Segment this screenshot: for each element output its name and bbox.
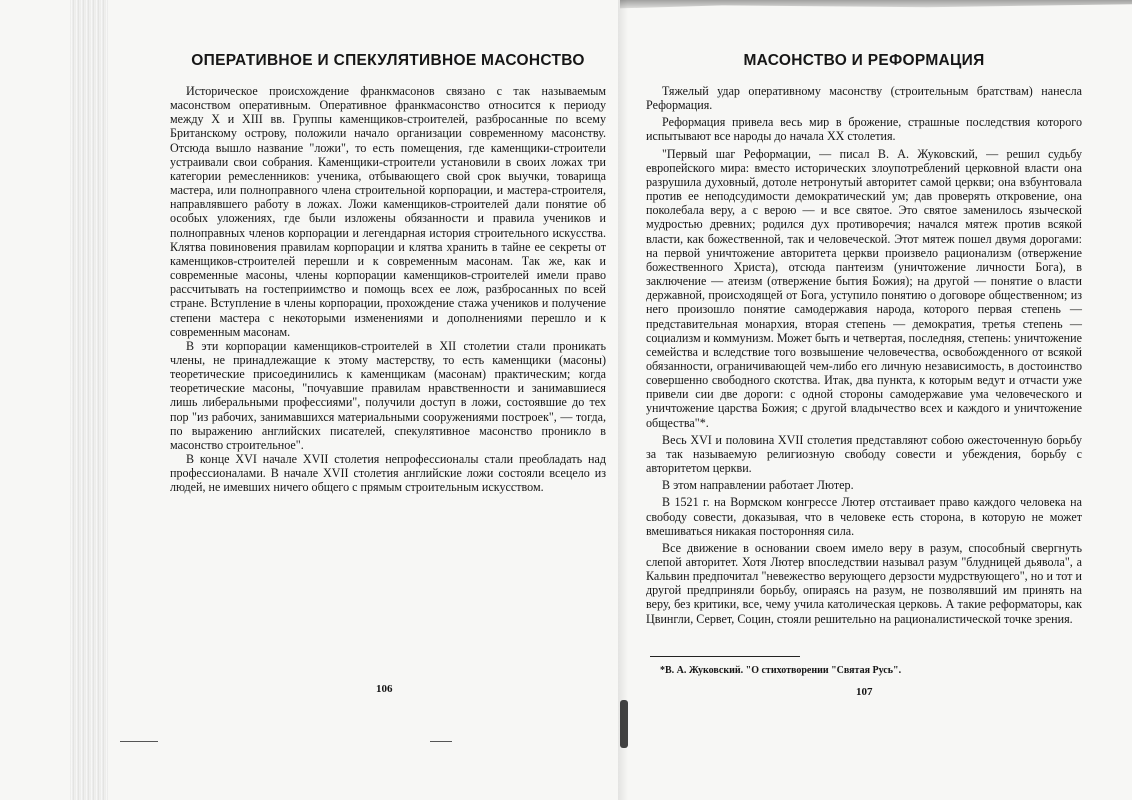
paragraph: В конце XVI начале XVII столетия непрофессионалы стали преобладать над профессионалами. В начале XVII столетия английские ложи состояли всецело из людей, не имевших ничего общего с прямым строительным искусством. bbox=[170, 452, 606, 495]
paragraph: Историческое происхождение франкмасонов связано с так называемым масонством оперативным. Оперативное франкмасонство относится к периоду между X и XIII вв. Группы каменщиков-строителей, разбросанные по всему Британскому острову, положили начало организации современному масонству. Отсюда вышло название "ложи", то есть помещения, где каменщики-строители устраивали свои собрания. Каменщики-строители установили в своих ложах три категории ремесленников: ученика, отбывающего свой срок выучки, товарища мастера, или полноправного члена строительной корпорации, и мастера-строителя, направлявшего работу в ложах. Ложи каменщиков-строителей дали понятие об особых уложениях, где были изложены обязанности и правила учеников и полноправных членов корпорации и легендарная история строительного искусства. Клятва повиновения правилам корпорации и клятва хранить в тайне ее секреты от каменщиков-строителей перешли и к современным масонам. Так же, как и современные масоны, члены корпорации каменщиков-строителей имели право рассчитывать на гостеприимство и помощь всех ее лож, разбросанных по всей стране. Вступление в члены корпорации, прохождение стажа учеников и получение степени мастера с некоторыми изменениями и дополнениями перешло и к современным масонам. bbox=[170, 84, 606, 339]
left-page-body bbox=[170, 84, 606, 495]
paragraph: В 1521 г. на Вормском конгрессе Лютер отстаивает право каждого человека на свободу совести, доказывая, что в человеке есть сторона, в которую не может вмешиваться никакая посторонняя сила. bbox=[646, 495, 1082, 538]
scan-gutter-shadow bbox=[618, 0, 628, 800]
right-page-number: 107 bbox=[856, 686, 873, 698]
left-page-heading: ОПЕРАТИВНОЕ И СПЕКУЛЯТИВНОЕ МАСОНСТВО bbox=[191, 52, 585, 69]
scan-gutter-blot bbox=[620, 700, 628, 748]
scan-mark bbox=[120, 741, 158, 742]
paragraph: Весь XVI и половина XVII столетия представляют собою ожесточенную борьбу за так называемую религиозную свободу совести и убеждения, борьбу с авторитетом церкви. bbox=[646, 432, 1082, 476]
scan-mark bbox=[430, 741, 452, 742]
right-page-body bbox=[646, 84, 1082, 626]
footnote: *В. А. Жуковский. "О стихотворении "Святая Русь". bbox=[660, 665, 902, 676]
left-page bbox=[170, 40, 606, 495]
paragraph: Тяжелый удар оперативному масонству (строительным братствам) нанесла Реформация. bbox=[646, 84, 1082, 113]
paragraph: Реформация привела весь мир в брожение, страшные последствия которого испытывают все народы до начала XX столетия. bbox=[646, 115, 1082, 144]
scan-top-edge bbox=[620, 0, 1132, 12]
paragraph: Все движение в основании своем имело веру в разум, способный свергнуть слепой авторитет. Хотя Лютер впоследствии называл разум "блудницей дьявола", а Кальвин предпочитал "невежество верующего дерзости мудрствующего", но и тот и другой предприняли борьбу, опираясь на разум, не позволявший им принять на веру, без критики, все, чему учила католическая церковь. А такие реформаторы, как Цвингли, Сервет, Социн, стояли решительно на рационалистической точке зрения. bbox=[646, 540, 1082, 626]
footnote-rule bbox=[650, 656, 800, 657]
paragraph: В этом направлении работает Лютер. bbox=[662, 478, 854, 493]
right-page bbox=[646, 40, 1082, 629]
paragraph: "Первый шаг Реформации, — писал В. А. Жуковский, — решил судьбу европейского мира: вместо исторических злоупотреблений церковной власти она разрушила духовный, дотоле нетронутый авторитет самой церкви; она взбунтовала против ее неподсудимости демократический ум; дав проверять откровение, она поколебала веру, а с верою — и все святое. Это святое заменилось языческой мудростью древних; родился дух противоречия; начался мятеж против всякой власти, как божественной, так и человеческой. Этот мятеж пошел двумя дорогами: на первой уничтожение авторитета церкви произвело рационализм (отвержение божественного Христа), отсюда пантеизм (уничтожение личности Бога), в заключение — атеизм (отвержение бытия Божия); на другой — понятие о власти державной, происходящей от Бога, уступило понятию о договоре общественном; из него произошло понятие самодержавия народа, которого первая степень — представительная монархия, вторая степень — демократия, третья степень — социализм и коммунизм. Может быть и четвертая, последняя, степень: уничтожение семейства и вследствие того возвышение человечества, освобожденного от всякой обязанности, ограничивающей чем-либо его личную независимость, в достоинство совершенно свободного скотства. Итак, два пункта, к которым ведут и отчасти уже привели сии две дороги: с одной стороны самодержавие ума человеческого и уничтожение царства Божия; с другой владычество всех и каждого и уничтожение общества"*. bbox=[646, 146, 1082, 430]
left-page-number: 106 bbox=[376, 683, 393, 695]
scan-binding-shadow bbox=[70, 0, 108, 800]
right-page-heading: МАСОНСТВО И РЕФОРМАЦИЯ bbox=[743, 52, 985, 69]
paragraph: В эти корпорации каменщиков-строителей в XII столетии стали проникать члены, не принадлежащие к этому мастерству, то есть каменщики (масоны) теоретические присоединились к каменщикам (масонам) практическим; когда теоретические масоны, "почуавшие правилам нравственности и занимавшиеся лишь либеральными профессиями", получили доступ в ложи, состоявшие до тех пор "из рабочих, занимавшихся материальными сооружениями построек", — тогда, по выражению английских писателей, спекулятивное масонство проникло в масонство строительное". bbox=[170, 338, 606, 452]
